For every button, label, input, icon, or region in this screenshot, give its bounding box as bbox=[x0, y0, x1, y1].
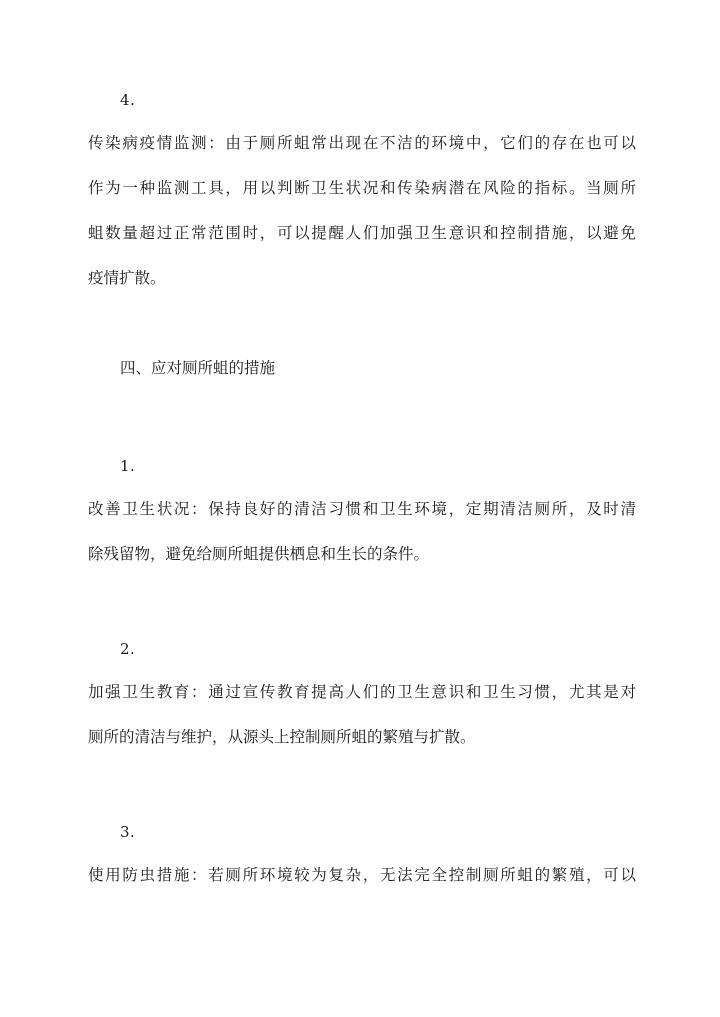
paragraph-line: 蛆数量超过正常范围时，可以提醒人们加强卫生意识和控制措施，以避免 bbox=[88, 224, 636, 242]
item-paragraph bbox=[88, 133, 636, 313]
paragraph-line: 使用防虫措施：若厕所环境较为复杂，无法完全控制厕所蛆的繁殖，可以 bbox=[88, 866, 636, 884]
item-paragraph bbox=[88, 865, 636, 910]
item-number: 4. bbox=[120, 91, 136, 109]
paragraph-line: 疫情扩散。 bbox=[88, 269, 166, 287]
paragraph-line: 作为一种监测工具，用以判断卫生状况和传染病潜在风险的指标。当厕所 bbox=[88, 179, 636, 197]
paragraph-line: 加强卫生教育：通过宣传教育提高人们的卫生意识和卫生习惯，尤其是对 bbox=[88, 683, 636, 701]
paragraph-line: 传染病疫情监测：由于厕所蛆常出现在不洁的环境中，它们的存在也可以 bbox=[88, 134, 636, 152]
item-number: 3. bbox=[120, 823, 136, 841]
section-heading: 四、应对厕所蛆的措施 bbox=[120, 359, 276, 377]
paragraph-line: 厕所的清洁与维护，从源头上控制厕所蛆的繁殖与扩散。 bbox=[88, 728, 476, 746]
item-paragraph bbox=[88, 499, 636, 589]
item-number: 1. bbox=[120, 457, 136, 475]
item-number: 2. bbox=[120, 640, 136, 658]
paragraph-line: 除残留物，避免给厕所蛆提供栖息和生长的条件。 bbox=[88, 545, 430, 563]
item-paragraph bbox=[88, 682, 636, 772]
paragraph-line: 改善卫生状况：保持良好的清洁习惯和卫生环境，定期清洁厕所，及时清 bbox=[88, 500, 636, 518]
